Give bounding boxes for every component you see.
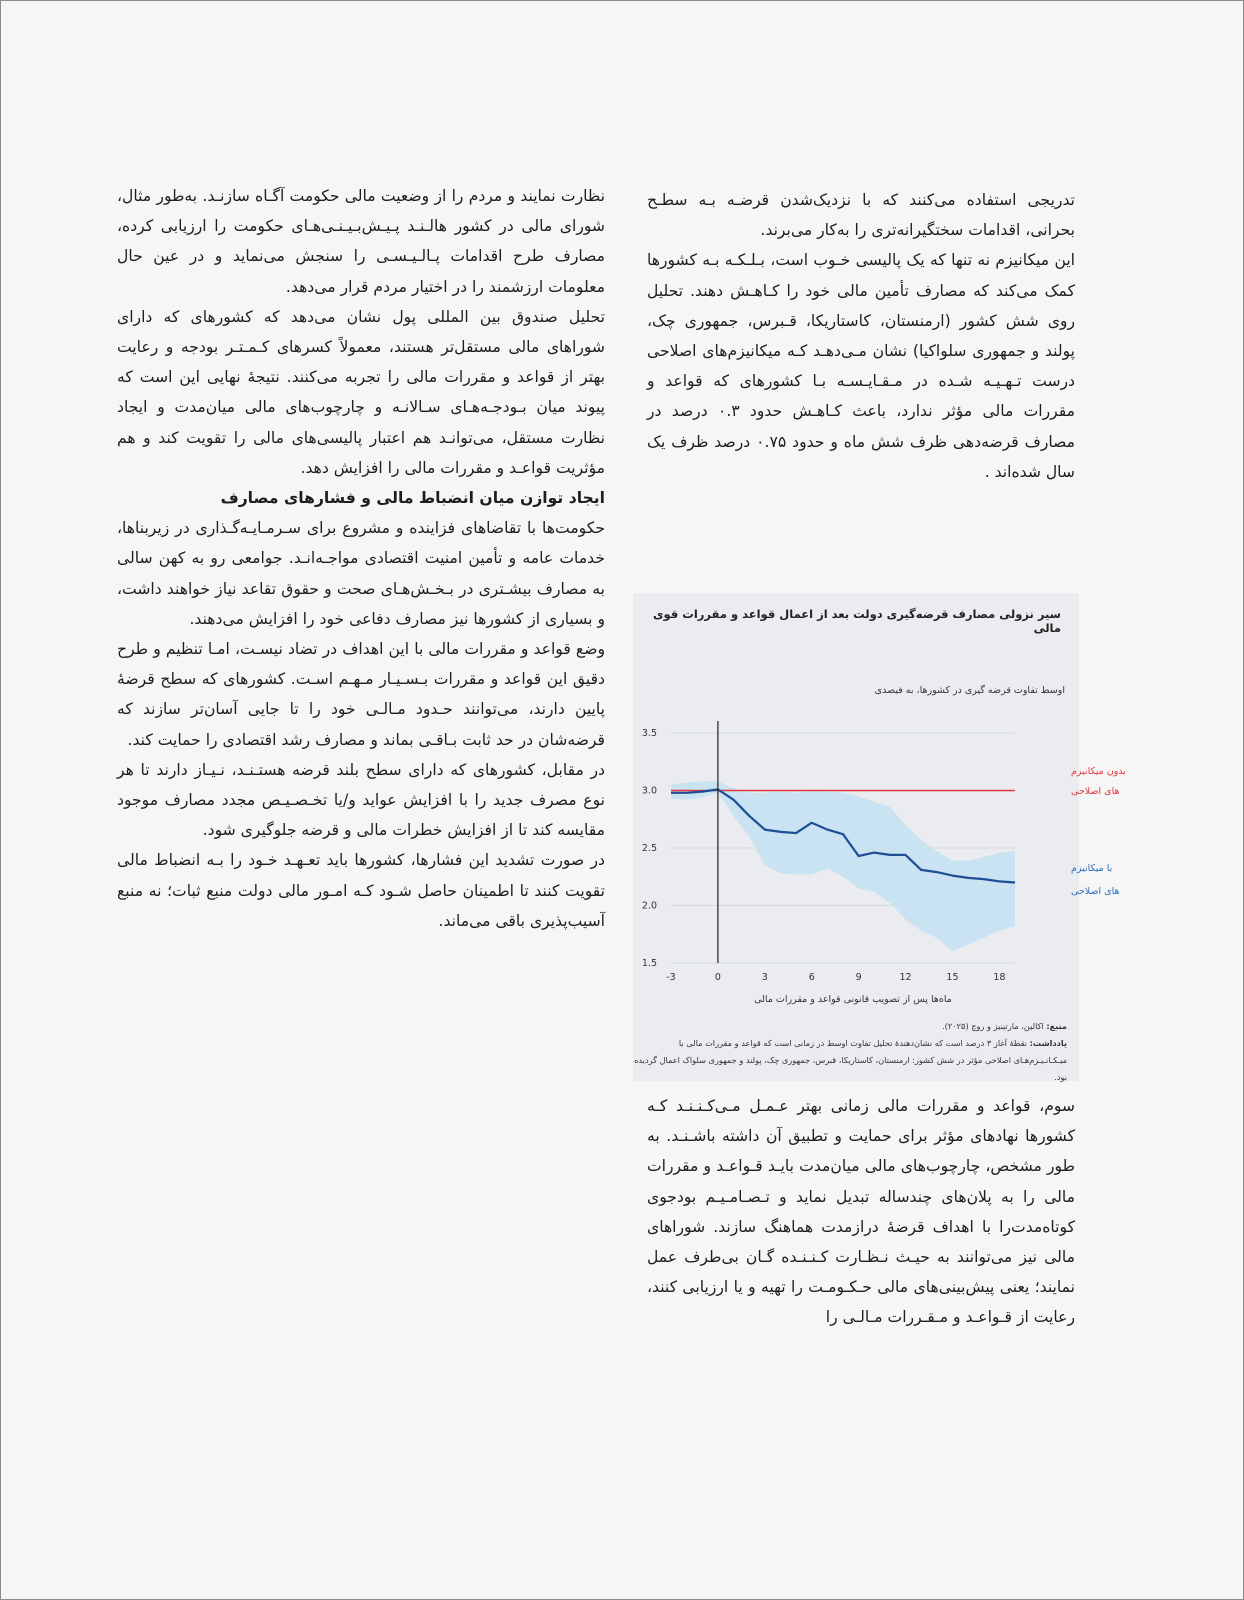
figure-box: [633, 593, 1126, 1082]
paragraph: سوم، قواعد و مقررات مالی زمانی بهتر عـمـل مـی‌کـنـنـد کـه کشورها نهادهای مؤثر برای حمایت و تطبیق آن داشته باشـنـد. به طور مشخص، چارچوب‌های مالی میان‌مدت بایـد قـواعـد و مقررات مالی را به پلان‌های چندساله تبدیل نماید و تـصـامـیـم بودجوی کوتاه‌مدت‌را با اهداف قرضهٔ درازمدت هماهنگ سازند. شوراهای مالی نیز می‌توانند به حیـث نـظـارت کـنـنـده گـان بی‌طرف عمل نمایند؛ یعنی پیش‌بینی‌های مالی حـکـومـت را تهیه و یا ارزیابی کنند، رعایت از قـواعـد و مـقـررات مـالـی را: [647, 1097, 1075, 1327]
figure-source: [627, 1018, 1067, 1035]
left-column: [117, 181, 605, 936]
y-tick-label: 2.0: [641, 900, 657, 912]
paragraph: حکومت‌ها با تقاضاهای فزاینده و مشروع برای سـرمـایـه‌گـذاری در زیربناها، خدمات عامه و تأمین امنیت اقتصادی مواجـه‌انـد. جوامعی رو به کهن سالی به مصارف بیشـتری در بـخـش‌هـای صحت و حقوق تقاعد نیاز خواهند داشت، و بسیاری از کشورها نیز مصارف دفاعی خود را افزایش می‌دهند.: [117, 519, 605, 628]
paragraph: تدریجی استفاده می‌کنند که با نزدیک‌شدن قرضـه بـه سطـح بحرانی، اقدامات سختگیرانه‌تری را به‌کار می‌برند.: [647, 191, 1075, 240]
note-label: یادداشت:: [1029, 1038, 1067, 1048]
section-heading: ایجاد توازن میان انضباط مالی و فشارهای مصارف: [220, 489, 605, 508]
series-label-without: های اصلاحی: [1071, 786, 1120, 797]
figure-notes: [627, 1018, 1067, 1086]
confidence-band: [671, 781, 1015, 951]
y-tick-label: 3.5: [641, 728, 657, 739]
x-tick-label: 3: [761, 972, 768, 983]
line-chart: [633, 593, 1126, 1013]
y-tick-label: 2.5: [641, 843, 657, 854]
source-label: منبع:: [1046, 1021, 1067, 1031]
paragraph: نظارت نمایند و مردم را از وضعیت مالی حکومت آگـاه سازنـد. به‌طور مثال، شورای مالی در کشور هالـنـد پـیـش‌بـیـنـی‌هـای حکومت را ارزیابی کرده، مصارف طرح اقدامات پـالـیـسـی را سنجش می‌نماید و در عین حال معلومات ارزشمند را در اختیار مردم قرار می‌دهد.: [117, 187, 605, 296]
note-text: نقطهٔ آغاز ۳ درصد است که نشان‌دهندهٔ تحلیل تفاوت اوسط در زمانی است که قواعد و مقررات مالی با میـکـانـیـزم‌هـای اصلاحی مؤثر در شش کشور: ارمنستان، کاستاریکا، قبرس، جمهوری چک، پولند و جمهوری سلواک اعمال گردیده بود.: [634, 1038, 1067, 1082]
x-tick-label: 0: [714, 972, 721, 983]
paragraph: در صورت تشدید این فشارها، کشورها باید تعـهـد خـود را بـه انضباط مالی تقویت کنند تا اطمینان حاصل شـود کـه امـور مالی دولت منبع ثبات؛ نه منبع آسیب‌پذیری باقی می‌ماند.: [117, 851, 605, 930]
source-text: اکالین، مارتینیز و روچ (۲۰۲۵).: [942, 1021, 1044, 1031]
y-tick-label: 3.0: [641, 785, 657, 797]
x-tick-label: 15: [946, 972, 959, 983]
x-tick-label: 6: [808, 972, 815, 983]
x-tick-label: 9: [855, 972, 862, 983]
y-tick-label: 1.5: [641, 958, 657, 969]
x-tick-label: 12: [899, 972, 912, 983]
right-column-bottom: [647, 1091, 1075, 1333]
paragraph: در مقابل، کشورهای که دارای سطح بلند قرضه هستـنـد، نـیـاز دارند تا هر نوع مصرف جدید را با افزایش عواید و/یا تخـصـیـص مجدد مصارف موجود مقایسه کند تا از افزایش خطرات مالی و قرضه جلوگیری شود.: [117, 760, 605, 840]
series-label-without: بدون میکانیزم: [1071, 766, 1126, 777]
x-tick-label: 18: [993, 972, 1006, 983]
series-label-with: با میکانیزم: [1071, 863, 1113, 874]
series-label-with: های اصلاحی: [1071, 886, 1120, 897]
right-column-top: [647, 185, 1075, 487]
x-tick-label: -3: [666, 972, 676, 983]
paragraph: وضع قواعد و مقررات مالی با این اهداف در تضاد نیسـت، امـا تنظیم و طرح دقیق این قواعد و مقررات بـسـیـار مـهـم اسـت. کشورهای که سطح قرضهٔ پایین دارند، می‌توانند حـدود مـالـی خود را تا جایی آسان‌تر سازند که قرضه‌شان در حد ثابت بـاقـی بماند و مصارف رشد اقتصادی را حمایت کند.: [117, 640, 605, 749]
chart-xlabel: ماه‌ها پس از تصویب قانونی قواعد و مقررات مالی: [754, 994, 952, 1005]
chart-title: سیر نزولی مصارف قرضه‌گیری دولت بعد از اعمال قواعد و مقررات قوی مالی: [652, 607, 1061, 635]
figure-note: [627, 1035, 1067, 1086]
paragraph: تحلیل صندوق بین المللی پول نشان می‌دهد که کشورهای که دارای شوراهای مالی مستقل‌تر هستند، معمولاً کسرهای کـمـتـر بودجه و رعایت بهتر از قواعد و مقررات مالی را تجربه می‌کنند. نتیجهٔ نهایی این است که پیوند میان بـودجـه‌هـای سـالانـه و چارچوب‌های مالی میان‌مدت و ایجاد نظارت مستقل، می‌توانـد هم اعتبار پالیسی‌های مالی را تقویت کند و هم مؤثریت قواعـد و مقررات مالی را افزایش دهد.: [117, 307, 605, 477]
paragraph: این میکانیزم نه تنها که یک پالیسی خـوب است، بـلـکـه بـه کشورها کمک می‌کند که مصارف تأمین مالی خود را کـاهـش دهند. تحلیل روی شش کشور (ارمنستان، کاستاریکا، قـبرس، جمهوری چک، پولند و جمهوری سلواکیا) نشان مـی‌دهـد کـه میکانیزم‌های اصلاحی درست تـهـیـه شـده در مـقـایـسـه بـا کشورهای که قواعد و مقررات مالی مؤثر ندارد، باعث کـاهـش حدود ۰.۳ درصد در مصارف قرضه‌دهی ظرف شش ماه و حدود ۰.۷۵ درصد ظرف یک سال شده‌اند .: [647, 251, 1075, 481]
chart-ylabel: اوسط تفاوت قرضه گیری در کشورها، به فیصدی: [874, 685, 1065, 696]
